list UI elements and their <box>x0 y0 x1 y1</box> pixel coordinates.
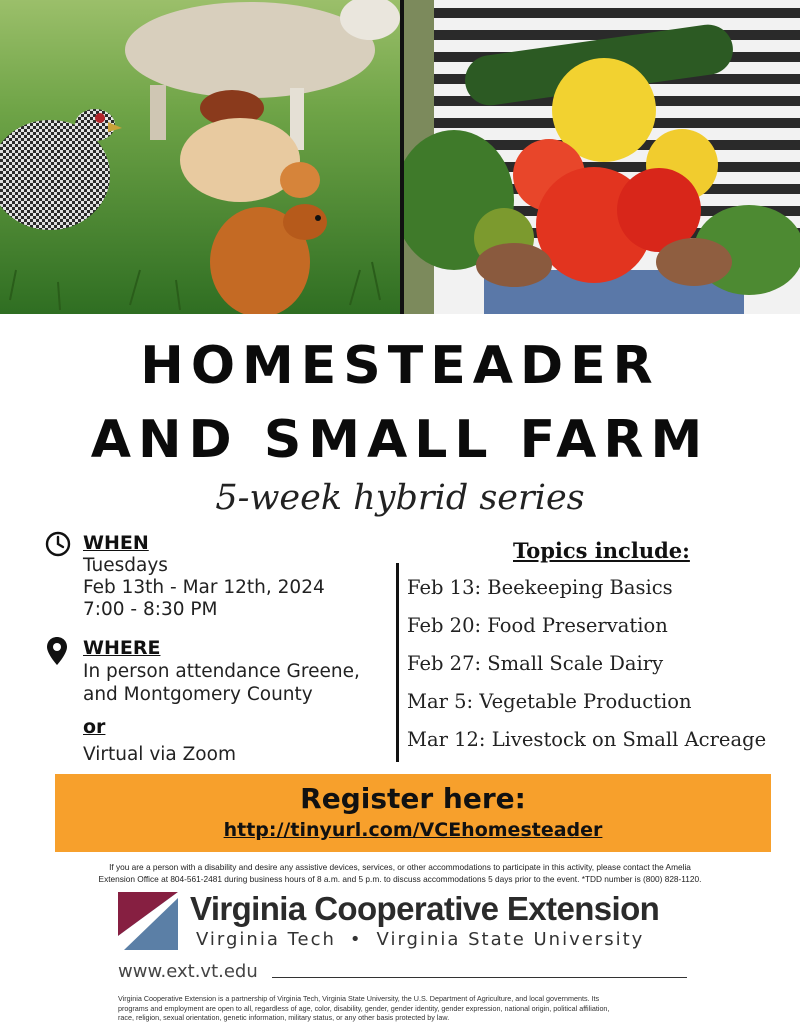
when-line-2: Feb 13th - Mar 12th, 2024 <box>83 577 325 598</box>
farm-animals-photo <box>0 0 400 314</box>
vegetables-photo <box>404 0 800 314</box>
footer-line-2: programs and employment are open to all, regardless of age, color, disability, gender, gender identity, gender expression, national origin, political affiliation, <box>118 1003 610 1013</box>
when-line-3: 7:00 - 8:30 PM <box>83 599 218 620</box>
org-name: Virginia Cooperative Extension <box>190 890 660 927</box>
vce-logo-icon <box>118 892 178 954</box>
org-subtitle <box>196 929 644 950</box>
footer-statement <box>118 994 698 1023</box>
where-line-1: In person attendance Greene, <box>83 661 360 682</box>
topic-item: Feb 27: Small Scale Dairy <box>407 652 664 675</box>
virtual-zoom-text: Virtual via Zoom <box>83 744 236 765</box>
accessibility-disclaimer <box>30 861 770 885</box>
when-line-1: Tuesdays <box>83 555 168 576</box>
footer-line-1: Virginia Cooperative Extension is a partnership of Virginia Tech, Virginia State University, the U.S. Department of Agriculture, and local governments. Its <box>118 994 600 1003</box>
footer-line-3: race, religion, sexual orientation, genetic information, military status, or any other basis protected by law. <box>118 1013 450 1022</box>
website-link[interactable]: www.ext.vt.edu <box>118 961 258 982</box>
location-pin-icon <box>46 636 68 670</box>
disclaimer-line-2: Extension Office at 804-561-2481 during business hours of 8 a.m. and 5 p.m. to discuss accommodations 5 days prior to the event. *TDD number is (800) 828-1120. <box>98 874 702 884</box>
when-label: WHEN <box>83 532 149 554</box>
disclaimer-line-1: If you are a person with a disability and desire any assistive devices, services, or other accommodations to participate in this activity, please contact the Amelia <box>109 862 691 872</box>
where-label: WHERE <box>83 637 161 659</box>
clock-icon <box>45 531 71 561</box>
title-line-1: HOMESTEADER <box>140 336 660 396</box>
register-banner <box>55 774 771 852</box>
title-line-2: AND SMALL FARM <box>90 410 710 470</box>
registration-link[interactable]: http://tinyurl.com/VCEhomesteader <box>223 819 603 841</box>
or-label: or <box>83 716 106 738</box>
topic-item: Feb 20: Food Preservation <box>407 614 668 637</box>
header-photos <box>0 0 800 314</box>
org-sub-separator: • <box>349 929 363 950</box>
topics-heading: Topics include: <box>513 538 690 563</box>
subtitle: 5-week hybrid series <box>215 478 585 518</box>
where-line-2: and Montgomery County <box>83 684 313 705</box>
topic-item: Feb 13: Beekeeping Basics <box>407 576 673 599</box>
topic-item: Mar 12: Livestock on Small Acreage <box>407 728 767 751</box>
org-sub-right: Virginia State University <box>376 929 645 950</box>
org-sub-left: Virginia Tech <box>196 929 336 950</box>
topic-item: Mar 5: Vegetable Production <box>407 690 692 713</box>
url-rule-divider <box>272 977 687 978</box>
register-heading: Register here: <box>300 782 526 815</box>
column-divider <box>396 563 399 762</box>
